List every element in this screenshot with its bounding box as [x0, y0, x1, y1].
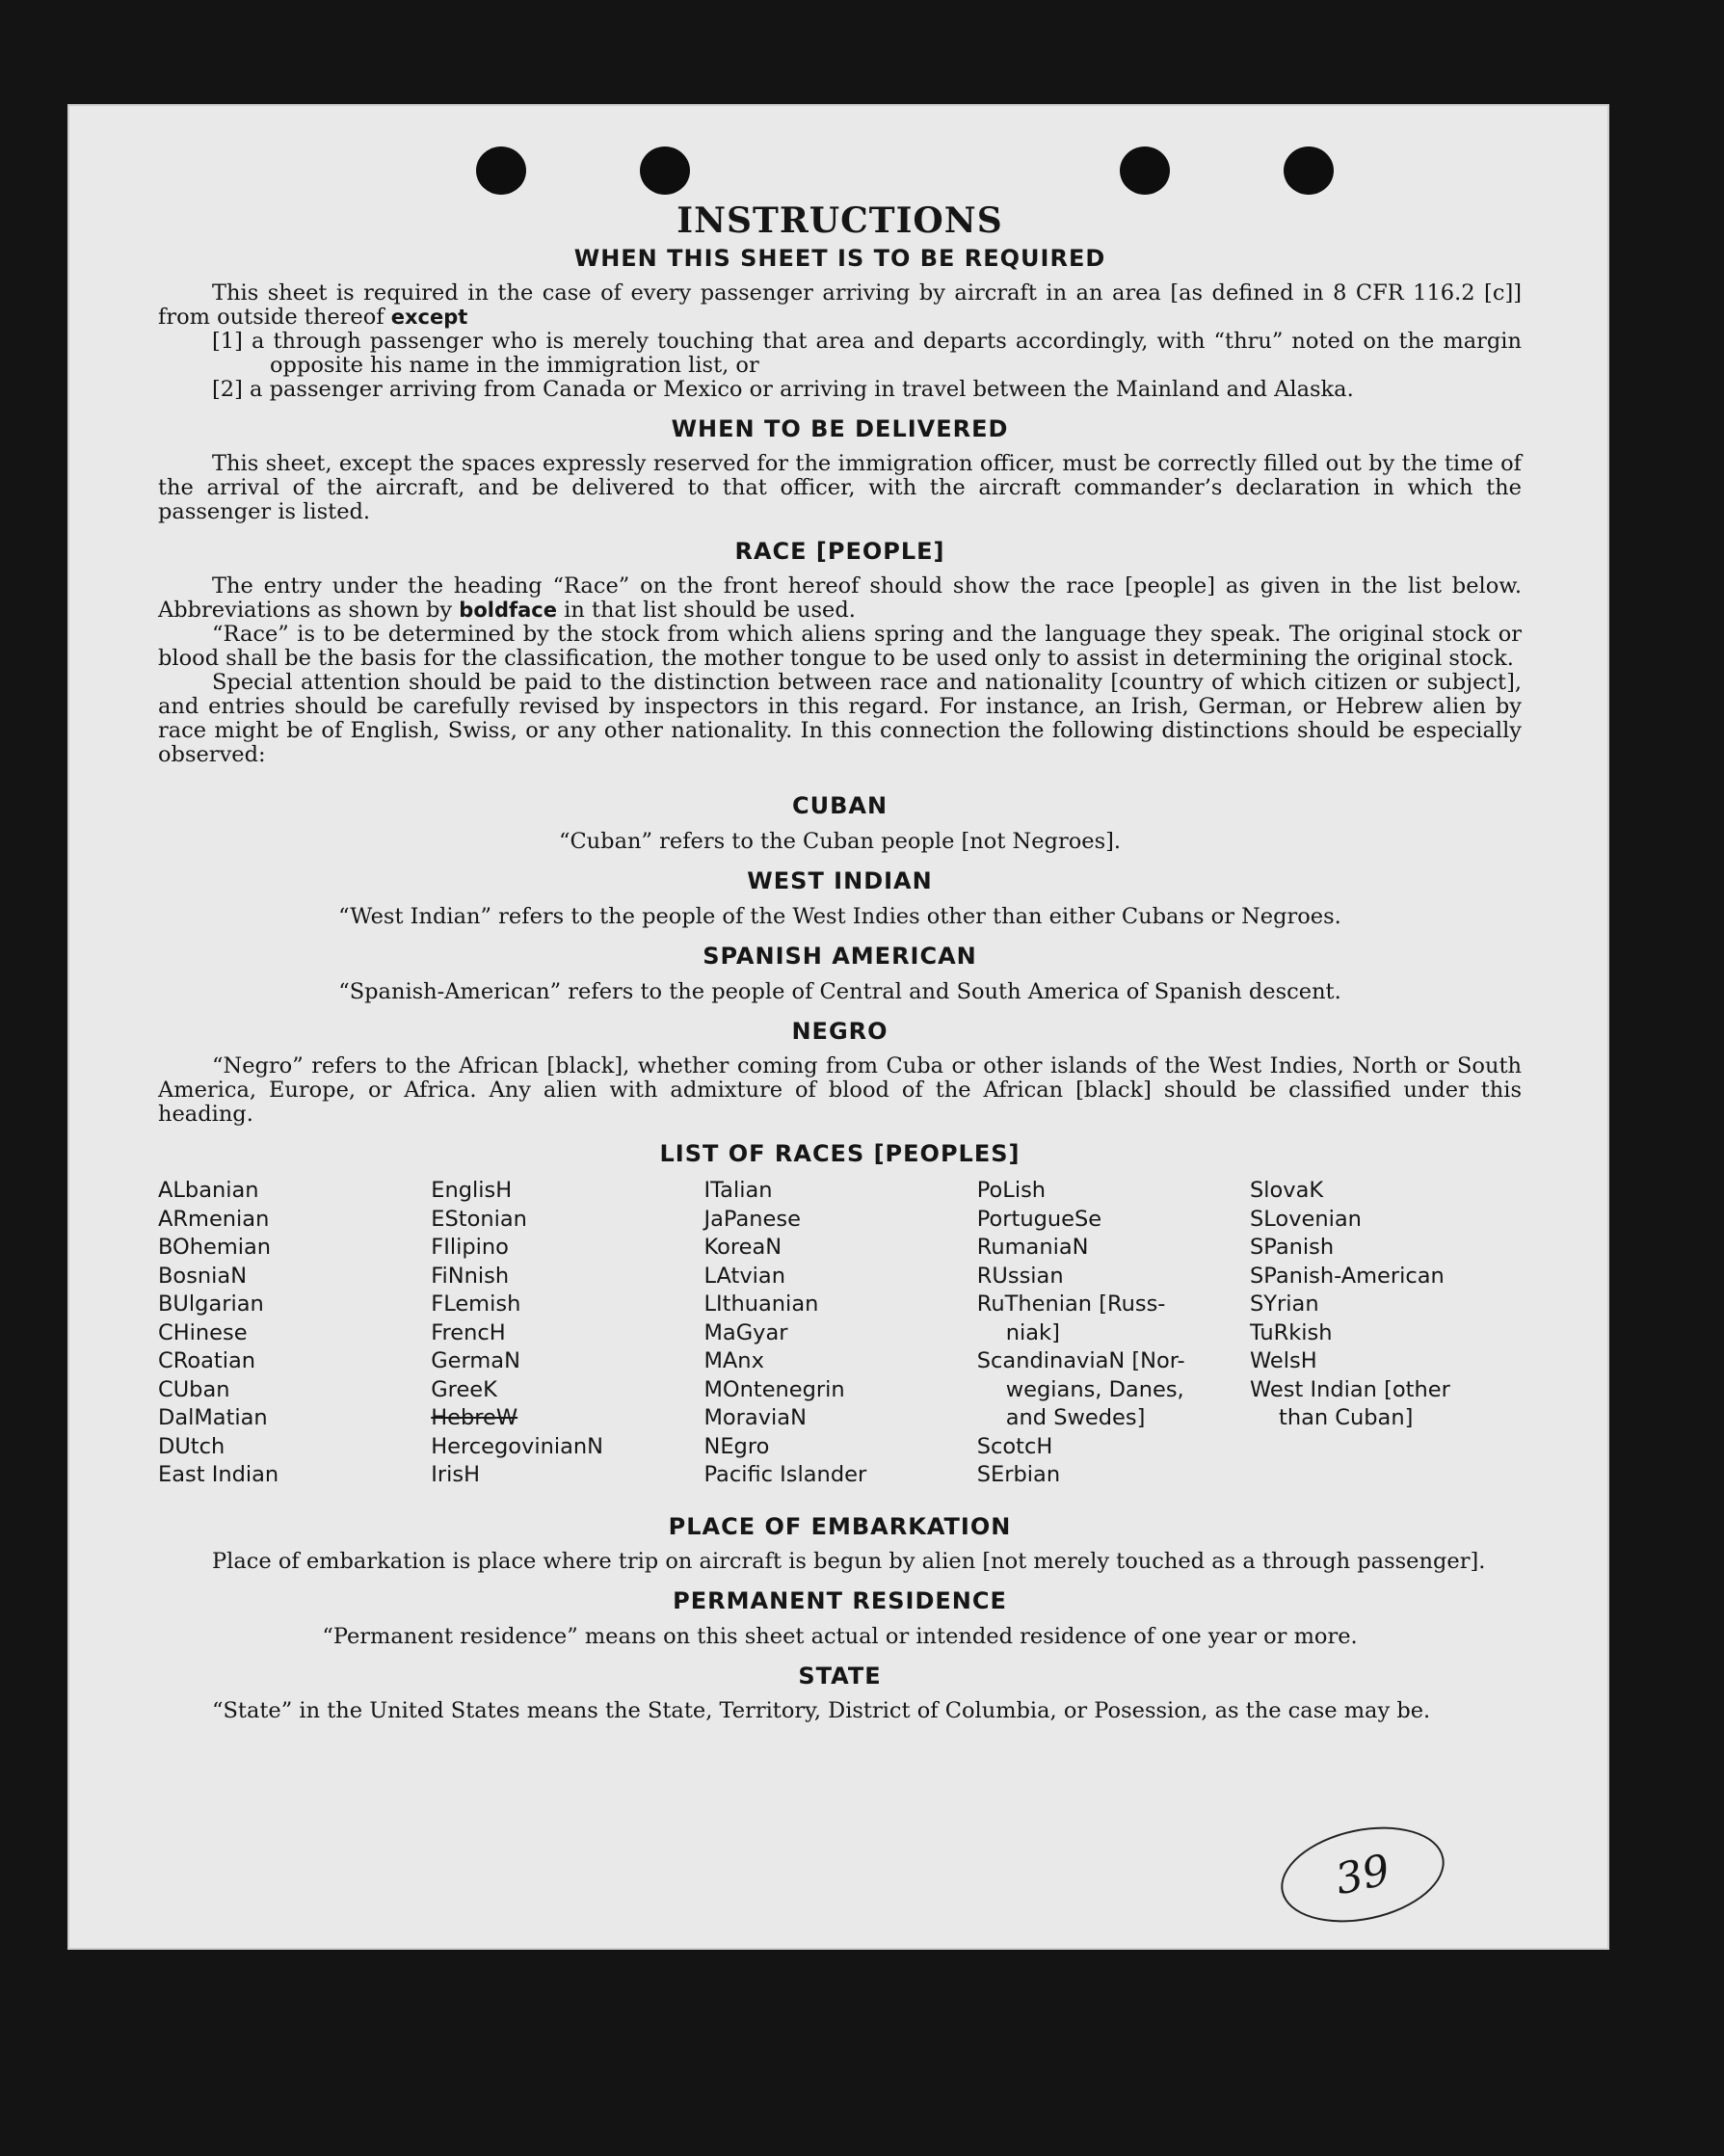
race-item: ARmenian — [158, 1206, 270, 1232]
spanish-american-text: “Spanish-American” refers to the people of Central and South America of Spanish descent. — [338, 979, 1341, 1004]
state-text: “State” in the United States means the State, Territory, District of Columbia, or Posession, as the case may be. — [212, 1697, 1431, 1723]
race-item: SPanish-American — [1250, 1263, 1445, 1289]
race-item: PortugueSe — [976, 1206, 1102, 1232]
heading-list-of-races: LIST OF RACES [PEOPLES] — [659, 1140, 1021, 1167]
race-item: KoreaN — [703, 1235, 782, 1260]
race-item: ITalian — [703, 1178, 773, 1203]
race-item-continued: niak] — [1005, 1319, 1060, 1345]
race-item: RumaniaN — [976, 1235, 1089, 1260]
race-item: SErbian — [976, 1462, 1061, 1487]
heading-when-delivered: WHEN TO BE DELIVERED — [671, 415, 1009, 442]
race-item: EStonian — [431, 1206, 527, 1232]
race-item: PoLish — [976, 1178, 1047, 1203]
race-item: FiNnish — [431, 1263, 510, 1289]
punch-hole — [476, 146, 526, 195]
cuban-text: “Cuban” refers to the Cuban people [not Negroes]. — [558, 829, 1122, 854]
race-item: NEgro — [703, 1433, 770, 1459]
race-item: GermaN — [431, 1348, 520, 1373]
race-item: MaGyar — [703, 1319, 788, 1345]
race-item: MAnx — [703, 1348, 764, 1373]
race-item: East Indian — [158, 1462, 279, 1487]
race-item: LAtvian — [703, 1263, 785, 1289]
race-item: SLovenian — [1250, 1206, 1362, 1232]
races-column-5 — [1250, 1177, 1522, 1490]
race-item: BUlgarian — [158, 1291, 264, 1317]
exception-item-2: [2] a passenger arriving from Canada or Mexico or arriving in travel between the Mainland and Alaska. — [212, 377, 1354, 402]
race-item: EnglisH — [431, 1178, 513, 1203]
race-item: FIlipino — [431, 1235, 509, 1260]
race-item: RUssian — [976, 1263, 1064, 1289]
race-paragraph-1: The entry under the heading “Race” on the front hereof should show the race [people] as given in the list below. Abbreviations as shown by boldface in that list should be used. — [158, 573, 1522, 623]
race-item-continued: than Cuban] — [1279, 1405, 1414, 1430]
race-item: IrisH — [431, 1462, 481, 1487]
race-item: MOntenegrin — [703, 1376, 845, 1402]
handwritten-page-number: 39 — [1272, 1813, 1453, 1936]
document-page — [67, 104, 1609, 1950]
race-item: BosniaN — [158, 1263, 248, 1289]
race-item-struck-out: HebreW — [431, 1405, 518, 1430]
race-item: CUban — [158, 1376, 230, 1402]
race-item: FrencH — [431, 1319, 506, 1345]
race-item: GreeK — [431, 1376, 497, 1402]
heading-state: STATE — [798, 1662, 882, 1690]
race-item: FLemish — [431, 1291, 521, 1317]
negro-text: “Negro” refers to the African [black], whether coming from Cuba or other islands of the West Indies, North or South America, Europe, or Africa. Any alien with admixture of blood of the African [black] should be classified under this heading. — [158, 1053, 1522, 1127]
race-item: West Indian [other — [1250, 1376, 1450, 1402]
heading-race: RACE [PEOPLE] — [734, 538, 945, 565]
races-column-1 — [158, 1177, 430, 1490]
races-column-2 — [431, 1177, 703, 1490]
west-indian-text: “West Indian” refers to the people of the West Indies other than either Cubans or Negroes. — [338, 904, 1341, 929]
heading-when-required: WHEN THIS SHEET IS TO BE REQUIRED — [573, 245, 1106, 272]
races-list — [158, 1177, 1522, 1490]
heading-spanish-american: SPANISH AMERICAN — [703, 943, 977, 970]
except-word: except — [390, 306, 468, 329]
races-column-3 — [704, 1177, 976, 1490]
heading-place-of-embarkation: PLACE OF EMBARKATION — [668, 1512, 1012, 1540]
heading-cuban: CUBAN — [791, 792, 889, 819]
race-paragraph-3: Special attention should be paid to the distinction between race and nationality [country of which citizen or subject], and entries should be carefully revised by inspectors in this regard. For instance, an Irish, German, or Hebrew alien by race might be of English, Swiss, or any other nationality. In this connection the following distinctions should be especially observed: — [158, 670, 1522, 767]
boldface-word: boldface — [459, 599, 557, 622]
punch-hole — [1284, 146, 1334, 195]
when-required-text: This sheet is required in the case of every passenger arriving by aircraft in an area [as defined in 8 CFR 116.2 [c]] from outside thereof except — [158, 280, 1522, 330]
exception-item-1: [1] a through passenger who is merely touching that area and departs accordingly, with “thru” noted on the margin opposite his name in the immigration list, or — [212, 329, 1522, 378]
punch-hole — [640, 146, 690, 195]
race-item: DalMatian — [158, 1405, 268, 1430]
race-item: BOhemian — [158, 1235, 272, 1260]
race-item: SlovaK — [1250, 1178, 1324, 1203]
race-item-continued: wegians, Danes, — [1005, 1376, 1184, 1402]
punch-hole — [1120, 146, 1170, 195]
race-item: HercegovinianN — [431, 1433, 603, 1459]
race-item: SPanish — [1250, 1235, 1335, 1260]
instructions-content — [158, 200, 1522, 1723]
race-item: Pacific Islander — [703, 1462, 867, 1487]
race-item: RuThenian [Russ- — [976, 1291, 1166, 1317]
race-item: ALbanian — [158, 1178, 259, 1203]
race-item: TuRkish — [1250, 1319, 1333, 1345]
residence-text: “Permanent residence” means on this sheet actual or intended residence of one year or more. — [322, 1623, 1358, 1649]
heading-west-indian: WEST INDIAN — [747, 867, 933, 894]
when-delivered-text: This sheet, except the spaces expressly reserved for the immigration officer, must be correctly filled out by the time of the arrival of the aircraft, and be delivered to that officer, with the aircraft commander’s declaration in which the passenger is listed. — [158, 451, 1522, 524]
race-item: SYrian — [1250, 1291, 1319, 1317]
embarkation-text: Place of embarkation is place where trip on aircraft is begun by alien [not merely touched as a through passenger]. — [212, 1548, 1486, 1574]
race-paragraph-2: “Race” is to be determined by the stock from which aliens spring and the language they speak. The original stock or blood shall be the basis for the classification, the mother tongue to be used only to assist in determining the original stock. — [158, 622, 1522, 671]
page-title: INSTRUCTIONS — [676, 200, 1003, 241]
heading-permanent-residence: PERMANENT RESIDENCE — [673, 1586, 1007, 1614]
race-item: CRoatian — [158, 1348, 256, 1373]
race-item-continued: and Swedes] — [1005, 1405, 1146, 1430]
race-item: WelsH — [1250, 1348, 1317, 1373]
race-item: LIthuanian — [703, 1291, 819, 1317]
race-item: ScotcH — [976, 1433, 1053, 1459]
race-item: DUtch — [158, 1433, 225, 1459]
race-item: MoraviaN — [703, 1405, 807, 1430]
race-item: CHinese — [158, 1319, 248, 1345]
heading-negro: NEGRO — [791, 1018, 889, 1045]
race-item: JaPanese — [703, 1206, 801, 1232]
races-column-4 — [977, 1177, 1249, 1490]
race-item: ScandinaviaN [Nor- — [976, 1348, 1185, 1373]
